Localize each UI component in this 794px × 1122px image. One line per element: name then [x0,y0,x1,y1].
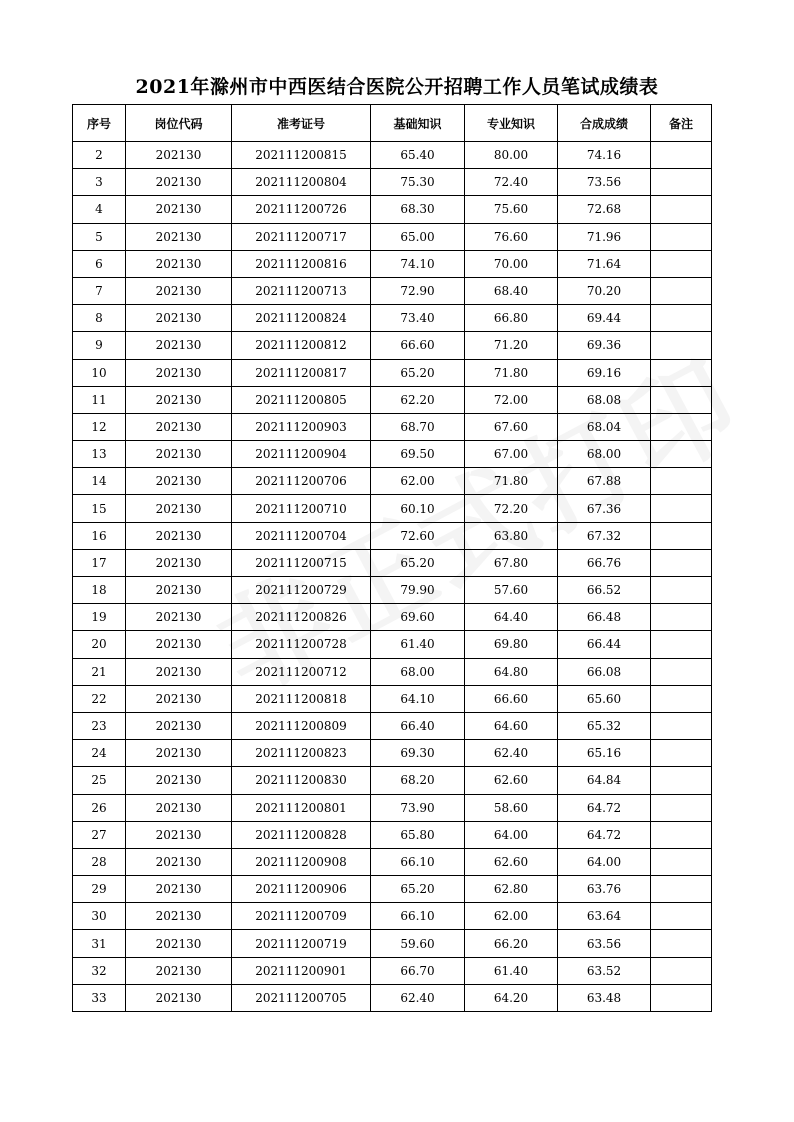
table-header-row [73,105,712,142]
cell-professional-knowledge: 66.20 [465,930,558,957]
table-row [73,495,712,522]
cell-remarks [651,142,712,169]
cell-exam-number: 202111200706 [232,468,371,495]
table-row [73,685,712,712]
cell-remarks [651,413,712,440]
cell-exam-number: 202111200904 [232,441,371,468]
cell-remarks [651,277,712,304]
cell-seq: 31 [73,930,126,957]
cell-seq: 30 [73,903,126,930]
cell-professional-knowledge: 66.80 [465,305,558,332]
cell-basic-knowledge: 73.40 [371,305,465,332]
cell-basic-knowledge: 61.40 [371,631,465,658]
cell-professional-knowledge: 62.80 [465,876,558,903]
cell-professional-knowledge: 72.00 [465,386,558,413]
cell-basic-knowledge: 66.10 [371,848,465,875]
cell-seq: 28 [73,848,126,875]
cell-position-code: 202130 [126,250,232,277]
cell-position-code: 202130 [126,577,232,604]
cell-basic-knowledge: 65.20 [371,549,465,576]
cell-professional-knowledge: 68.40 [465,277,558,304]
cell-seq: 24 [73,740,126,767]
cell-professional-knowledge: 57.60 [465,577,558,604]
cell-exam-number: 202111200824 [232,305,371,332]
cell-professional-knowledge: 64.40 [465,604,558,631]
cell-seq: 18 [73,577,126,604]
cell-composite-score: 71.64 [558,250,651,277]
cell-exam-number: 202111200903 [232,413,371,440]
cell-basic-knowledge: 60.10 [371,495,465,522]
cell-exam-number: 202111200908 [232,848,371,875]
cell-professional-knowledge: 61.40 [465,957,558,984]
cell-basic-knowledge: 62.20 [371,386,465,413]
cell-seq: 5 [73,223,126,250]
cell-composite-score: 63.64 [558,903,651,930]
cell-composite-score: 68.00 [558,441,651,468]
cell-position-code: 202130 [126,930,232,957]
cell-professional-knowledge: 66.60 [465,685,558,712]
cell-seq: 20 [73,631,126,658]
cell-composite-score: 70.20 [558,277,651,304]
cell-basic-knowledge: 72.90 [371,277,465,304]
table-row [73,903,712,930]
cell-exam-number: 202111200712 [232,658,371,685]
cell-seq: 11 [73,386,126,413]
cell-position-code: 202130 [126,903,232,930]
cell-seq: 9 [73,332,126,359]
cell-exam-number: 202111200709 [232,903,371,930]
cell-composite-score: 63.76 [558,876,651,903]
cell-composite-score: 74.16 [558,142,651,169]
cell-professional-knowledge: 58.60 [465,794,558,821]
cell-professional-knowledge: 69.80 [465,631,558,658]
cell-basic-knowledge: 69.30 [371,740,465,767]
cell-basic-knowledge: 68.00 [371,658,465,685]
cell-seq: 13 [73,441,126,468]
cell-professional-knowledge: 62.00 [465,903,558,930]
cell-professional-knowledge: 71.20 [465,332,558,359]
cell-exam-number: 202111200816 [232,250,371,277]
cell-remarks [651,821,712,848]
cell-position-code: 202130 [126,685,232,712]
table-row [73,142,712,169]
cell-professional-knowledge: 63.80 [465,522,558,549]
cell-composite-score: 71.96 [558,223,651,250]
header-position-code: 岗位代码 [126,105,232,142]
table-row [73,549,712,576]
cell-position-code: 202130 [126,522,232,549]
cell-remarks [651,468,712,495]
cell-professional-knowledge: 71.80 [465,468,558,495]
cell-remarks [651,522,712,549]
cell-exam-number: 202111200906 [232,876,371,903]
cell-seq: 26 [73,794,126,821]
cell-professional-knowledge: 76.60 [465,223,558,250]
cell-remarks [651,305,712,332]
cell-exam-number: 202111200710 [232,495,371,522]
cell-remarks [651,549,712,576]
cell-basic-knowledge: 68.20 [371,767,465,794]
cell-remarks [651,223,712,250]
cell-seq: 32 [73,957,126,984]
cell-basic-knowledge: 69.50 [371,441,465,468]
cell-seq: 14 [73,468,126,495]
cell-position-code: 202130 [126,549,232,576]
cell-position-code: 202130 [126,495,232,522]
table-row [73,223,712,250]
cell-professional-knowledge: 67.00 [465,441,558,468]
table-row [73,305,712,332]
cell-remarks [651,794,712,821]
cell-composite-score: 72.68 [558,196,651,223]
cell-composite-score: 66.48 [558,604,651,631]
table-row [73,957,712,984]
table-row [73,740,712,767]
cell-seq: 22 [73,685,126,712]
cell-position-code: 202130 [126,876,232,903]
table-row [73,277,712,304]
cell-position-code: 202130 [126,604,232,631]
cell-basic-knowledge: 75.30 [371,169,465,196]
cell-composite-score: 64.84 [558,767,651,794]
cell-basic-knowledge: 79.90 [371,577,465,604]
cell-exam-number: 202111200804 [232,169,371,196]
cell-remarks [651,876,712,903]
cell-remarks [651,577,712,604]
cell-remarks [651,767,712,794]
cell-remarks [651,658,712,685]
cell-seq: 17 [73,549,126,576]
cell-professional-knowledge: 64.00 [465,821,558,848]
cell-composite-score: 66.44 [558,631,651,658]
cell-exam-number: 202111200801 [232,794,371,821]
cell-seq: 4 [73,196,126,223]
cell-basic-knowledge: 64.10 [371,685,465,712]
cell-professional-knowledge: 75.60 [465,196,558,223]
cell-position-code: 202130 [126,413,232,440]
header-exam-number: 准考证号 [232,105,371,142]
cell-composite-score: 64.72 [558,794,651,821]
cell-remarks [651,441,712,468]
cell-seq: 8 [73,305,126,332]
cell-professional-knowledge: 70.00 [465,250,558,277]
table-row [73,848,712,875]
header-professional-knowledge: 专业知识 [465,105,558,142]
cell-position-code: 202130 [126,848,232,875]
table-row [73,196,712,223]
cell-composite-score: 68.04 [558,413,651,440]
cell-remarks [651,604,712,631]
cell-remarks [651,359,712,386]
cell-professional-knowledge: 72.20 [465,495,558,522]
cell-basic-knowledge: 62.40 [371,984,465,1011]
cell-position-code: 202130 [126,277,232,304]
cell-seq: 6 [73,250,126,277]
cell-exam-number: 202111200818 [232,685,371,712]
cell-position-code: 202130 [126,332,232,359]
cell-remarks [651,903,712,930]
table-row [73,712,712,739]
document-title: 2021年滁州市中西医结合医院公开招聘工作人员笔试成绩表 [135,76,659,98]
table-row [73,767,712,794]
cell-exam-number: 202111200809 [232,712,371,739]
cell-exam-number: 202111200823 [232,740,371,767]
cell-seq: 29 [73,876,126,903]
cell-position-code: 202130 [126,196,232,223]
table-row [73,169,712,196]
cell-composite-score: 63.52 [558,957,651,984]
cell-composite-score: 67.88 [558,468,651,495]
cell-remarks [651,332,712,359]
table-row [73,604,712,631]
table-row [73,359,712,386]
cell-professional-knowledge: 72.40 [465,169,558,196]
table-row [73,577,712,604]
cell-remarks [651,957,712,984]
cell-remarks [651,685,712,712]
cell-exam-number: 202111200817 [232,359,371,386]
cell-professional-knowledge: 80.00 [465,142,558,169]
cell-composite-score: 64.72 [558,821,651,848]
cell-position-code: 202130 [126,305,232,332]
cell-seq: 33 [73,984,126,1011]
cell-professional-knowledge: 64.60 [465,712,558,739]
table-row [73,413,712,440]
cell-seq: 7 [73,277,126,304]
cell-remarks [651,712,712,739]
table-row [73,468,712,495]
table-row [73,821,712,848]
cell-basic-knowledge: 65.80 [371,821,465,848]
cell-composite-score: 64.00 [558,848,651,875]
cell-composite-score: 69.36 [558,332,651,359]
cell-exam-number: 202111200705 [232,984,371,1011]
cell-composite-score: 66.08 [558,658,651,685]
cell-basic-knowledge: 72.60 [371,522,465,549]
cell-exam-number: 202111200826 [232,604,371,631]
cell-exam-number: 202111200815 [232,142,371,169]
cell-position-code: 202130 [126,441,232,468]
cell-remarks [651,196,712,223]
cell-professional-knowledge: 64.80 [465,658,558,685]
cell-exam-number: 202111200726 [232,196,371,223]
cell-composite-score: 66.76 [558,549,651,576]
table-row [73,794,712,821]
table-row [73,930,712,957]
cell-basic-knowledge: 66.40 [371,712,465,739]
cell-basic-knowledge: 66.70 [371,957,465,984]
cell-composite-score: 67.36 [558,495,651,522]
cell-remarks [651,169,712,196]
cell-remarks [651,386,712,413]
cell-composite-score: 69.16 [558,359,651,386]
cell-position-code: 202130 [126,359,232,386]
cell-composite-score: 65.60 [558,685,651,712]
cell-basic-knowledge: 62.00 [371,468,465,495]
cell-composite-score: 68.08 [558,386,651,413]
cell-composite-score: 67.32 [558,522,651,549]
table-row [73,522,712,549]
scores-table [72,104,712,1012]
cell-exam-number: 202111200704 [232,522,371,549]
table-row [73,658,712,685]
cell-seq: 21 [73,658,126,685]
cell-position-code: 202130 [126,712,232,739]
cell-position-code: 202130 [126,468,232,495]
cell-basic-knowledge: 69.60 [371,604,465,631]
cell-seq: 23 [73,712,126,739]
cell-exam-number: 202111200715 [232,549,371,576]
cell-position-code: 202130 [126,794,232,821]
header-basic-knowledge: 基础知识 [371,105,465,142]
cell-remarks [651,631,712,658]
cell-professional-knowledge: 67.80 [465,549,558,576]
cell-seq: 10 [73,359,126,386]
cell-remarks [651,848,712,875]
cell-composite-score: 69.44 [558,305,651,332]
table-row [73,876,712,903]
cell-seq: 25 [73,767,126,794]
cell-basic-knowledge: 65.20 [371,359,465,386]
cell-seq: 16 [73,522,126,549]
cell-seq: 3 [73,169,126,196]
cell-composite-score: 65.32 [558,712,651,739]
cell-position-code: 202130 [126,767,232,794]
cell-position-code: 202130 [126,386,232,413]
cell-position-code: 202130 [126,821,232,848]
cell-composite-score: 66.52 [558,577,651,604]
cell-seq: 2 [73,142,126,169]
cell-position-code: 202130 [126,658,232,685]
cell-position-code: 202130 [126,142,232,169]
table-row [73,250,712,277]
cell-exam-number: 202111200717 [232,223,371,250]
cell-basic-knowledge: 66.10 [371,903,465,930]
cell-position-code: 202130 [126,984,232,1011]
cell-basic-knowledge: 74.10 [371,250,465,277]
cell-basic-knowledge: 65.00 [371,223,465,250]
table-row [73,984,712,1011]
cell-composite-score: 73.56 [558,169,651,196]
cell-exam-number: 202111200729 [232,577,371,604]
table-row [73,332,712,359]
cell-position-code: 202130 [126,631,232,658]
cell-basic-knowledge: 73.90 [371,794,465,821]
table-row [73,386,712,413]
cell-basic-knowledge: 68.70 [371,413,465,440]
cell-exam-number: 202111200805 [232,386,371,413]
cell-remarks [651,495,712,522]
cell-composite-score: 63.56 [558,930,651,957]
cell-exam-number: 202111200719 [232,930,371,957]
cell-professional-knowledge: 62.60 [465,767,558,794]
header-seq: 序号 [73,105,126,142]
cell-position-code: 202130 [126,957,232,984]
header-remarks: 备注 [651,105,712,142]
cell-professional-knowledge: 64.20 [465,984,558,1011]
cell-seq: 27 [73,821,126,848]
cell-seq: 15 [73,495,126,522]
cell-professional-knowledge: 71.80 [465,359,558,386]
table-row [73,631,712,658]
cell-seq: 12 [73,413,126,440]
cell-professional-knowledge: 62.40 [465,740,558,767]
cell-exam-number: 202111200728 [232,631,371,658]
cell-professional-knowledge: 67.60 [465,413,558,440]
cell-remarks [651,250,712,277]
cell-remarks [651,984,712,1011]
cell-basic-knowledge: 59.60 [371,930,465,957]
cell-seq: 19 [73,604,126,631]
cell-basic-knowledge: 65.20 [371,876,465,903]
cell-composite-score: 65.16 [558,740,651,767]
table-row [73,441,712,468]
cell-position-code: 202130 [126,740,232,767]
cell-basic-knowledge: 65.40 [371,142,465,169]
header-composite-score: 合成成绩 [558,105,651,142]
cell-position-code: 202130 [126,223,232,250]
cell-professional-knowledge: 62.60 [465,848,558,875]
cell-exam-number: 202111200812 [232,332,371,359]
cell-basic-knowledge: 66.60 [371,332,465,359]
cell-exam-number: 202111200713 [232,277,371,304]
cell-composite-score: 63.48 [558,984,651,1011]
cell-exam-number: 202111200828 [232,821,371,848]
cell-basic-knowledge: 68.30 [371,196,465,223]
cell-exam-number: 202111200901 [232,957,371,984]
cell-remarks [651,740,712,767]
cell-position-code: 202130 [126,169,232,196]
cell-exam-number: 202111200830 [232,767,371,794]
cell-remarks [651,930,712,957]
